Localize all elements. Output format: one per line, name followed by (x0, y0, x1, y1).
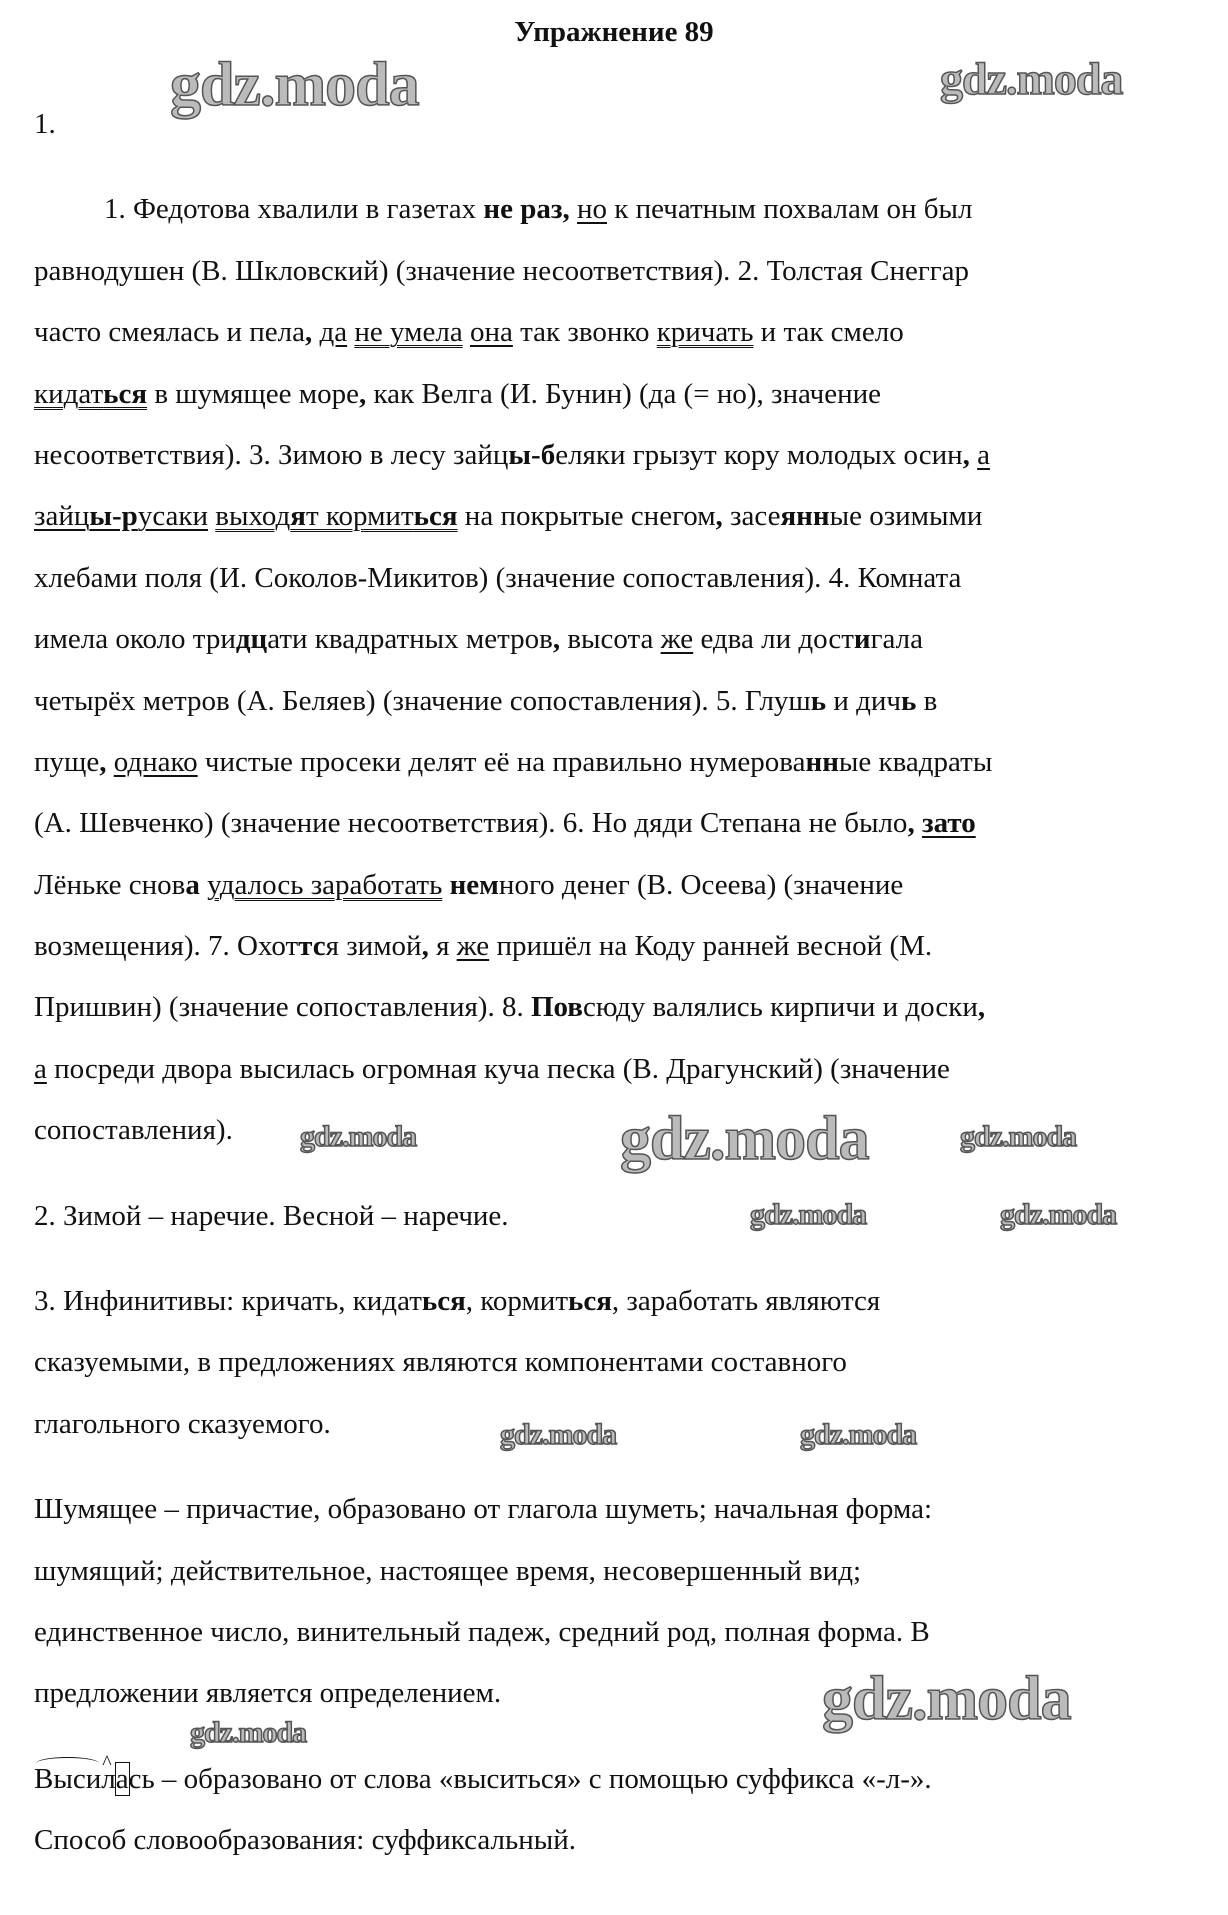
text-segment: , (962, 438, 970, 471)
text-segment: (А. Шевченко) (значение несоответствия). 6. Но дяди Степана не было (34, 807, 908, 840)
text-segment: Способ словообразования: суффиксальный. (34, 1824, 576, 1857)
text-segment: часто смеялась и пела (34, 316, 305, 349)
text-segment: Шумящее – причастие, образовано от глагола шуметь; начальная форма: (34, 1493, 933, 1526)
text-segment: а (185, 868, 200, 901)
text-segment: едва ли дост (693, 623, 854, 656)
text-segment: и дич (826, 684, 901, 717)
text-segment: , заработать являются (611, 1285, 881, 1318)
text-segment: равнодушен (В. Шкловский) (значение несоответствия). 2. Толстая Снеггар (34, 254, 970, 287)
text-segment: нн (805, 745, 839, 778)
text-line (34, 435, 1214, 496)
text-segment: кидат (34, 377, 104, 410)
text-segment: пуще (34, 745, 100, 778)
text-segment: к печатным похвалам он был (607, 193, 973, 226)
text-segment: 2. Зимой – наречие. Весной – наречие. (34, 1199, 509, 1232)
text-line (34, 1673, 1214, 1734)
text-segment: ые квадраты (838, 745, 993, 778)
text-line (34, 1820, 1214, 1881)
watermark-logo: gdz.moda (620, 1105, 869, 1173)
text-line (34, 374, 1214, 435)
text-segment (312, 316, 319, 348)
watermark-logo: gdz.moda (940, 53, 1123, 104)
text-segment: же (456, 930, 490, 963)
text-segment: 1. Федотова хвалили в газетах (104, 193, 484, 226)
watermark-logo: gdz.moda (800, 1418, 917, 1451)
text-line (34, 803, 1214, 864)
text-segment: Лёньке снов (34, 868, 186, 901)
watermark-logo: gdz.moda (190, 1716, 307, 1749)
text-segment: ься (103, 377, 148, 410)
text-segment: засе (722, 500, 781, 533)
text-segment: зайц (34, 500, 90, 533)
text-segment: Пов (530, 991, 583, 1024)
text-line (34, 987, 1214, 1048)
text-segment: ые озимыми (829, 500, 983, 533)
text-line (34, 189, 1214, 250)
text-segment: ь (810, 684, 827, 717)
text-segment: ы-б (508, 438, 556, 471)
answer-block (34, 1489, 1214, 1735)
text-segment: ы-р (89, 500, 138, 533)
text-segment: не раз, (483, 193, 570, 226)
text-segment: пришёл на Коду ранней весной (М. (489, 930, 933, 963)
text-segment: кричать (656, 316, 754, 349)
text-segment: шумящий; действительное, настоящее время, несовершенный вид; (34, 1554, 862, 1587)
text-line (34, 1196, 1214, 1257)
text-segment: зато (921, 807, 976, 840)
watermark-logo: gdz.moda (170, 51, 419, 119)
text-segment: я зимой (325, 930, 422, 963)
watermark-logo: gdz.moda (960, 1120, 1077, 1153)
answer-block (34, 1196, 1214, 1257)
text-segment: ного денег (В. Осеева) (значение (498, 868, 904, 901)
text-segment: не умела (354, 316, 463, 349)
text-segment (570, 193, 577, 225)
text-line (34, 1105, 1214, 1173)
text-segment: ^ л (101, 1763, 115, 1795)
text-segment: чистые просеки делят её на правильно нумерова (197, 745, 806, 778)
text-line (34, 1404, 1214, 1465)
text-segment: но (576, 193, 608, 226)
text-segment: , (552, 623, 561, 656)
text-line (34, 104, 1214, 165)
text-segment: Выси (34, 1762, 102, 1795)
text-segment: ься (568, 1285, 612, 1318)
text-segment: , (977, 991, 986, 1024)
text-segment: , (99, 745, 107, 778)
answer-block (34, 1281, 1214, 1465)
text-segment: , (715, 500, 723, 533)
watermark-logo: gdz.moda (300, 1120, 417, 1153)
text-segment (463, 316, 470, 348)
text-segment: имела около три (34, 623, 236, 656)
text-segment: а (115, 1762, 129, 1795)
text-segment: несоответствия). 3. Зимою в лесу зайц (34, 438, 509, 471)
text-line (34, 1612, 1214, 1673)
text-segment: еляки грызут кору молодых осин (555, 438, 963, 471)
text-segment: да (319, 316, 348, 349)
exercise-title: Упражнение 89 (514, 16, 714, 48)
text-line (34, 1281, 1214, 1342)
text-line (34, 865, 1214, 926)
text-line (34, 558, 1214, 619)
text-segment: , (305, 316, 313, 349)
text-segment: , (358, 377, 367, 410)
text-segment: на покрытые снегом (457, 500, 716, 533)
text-line (34, 1342, 1214, 1403)
text-line (34, 496, 1214, 557)
text-segment: высота (560, 623, 661, 656)
watermark-logo: gdz.moda (1000, 1198, 1117, 1231)
text-line (34, 1049, 1214, 1110)
text-line (34, 1551, 1214, 1612)
text-segment: усаки (137, 500, 209, 533)
text-segment: четырёх метров (А. Беляев) (значение сопоставления). 5. Глуш (34, 684, 811, 717)
text-segment: посреди двора высилась огромная куча песка (В. Драгунский) (значение (46, 1052, 950, 1085)
text-segment: в (916, 684, 938, 717)
text-segment: янн (780, 500, 830, 533)
text-segment: а (977, 438, 990, 471)
text-segment: а (34, 1052, 47, 1085)
text-segment (106, 746, 113, 778)
text-segment: же (660, 623, 694, 656)
text-segment: глагольного сказуемого. (34, 1407, 331, 1440)
text-segment: Пришвин) (значение сопоставления). 8. (34, 991, 531, 1024)
text-segment: хлебами поля (И. Соколов-Микитов) (значение сопоставления). 4. Комната (34, 561, 962, 594)
text-line (34, 312, 1214, 373)
text-segment: и (853, 623, 871, 656)
text-segment: 1. (34, 108, 56, 140)
text-segment: 3. Инфинитивы: кричать, кидат (34, 1285, 422, 1318)
answer-content (34, 104, 1214, 1882)
text-segment: она (469, 316, 513, 349)
text-segment: сюду валялись кирпичи и доски (582, 991, 978, 1024)
text-segment: сь – образовано от слова «выситься» с помощью суффикса «-л-». (128, 1762, 932, 1795)
text-segment: и так смело (753, 316, 904, 349)
text-segment: предложении является определением. (34, 1677, 502, 1710)
text-segment: единственное число, винительный падеж, средний род, полная форма. В (34, 1615, 930, 1648)
text-line (34, 681, 1214, 742)
text-segment: ати квадратных метров (267, 623, 553, 656)
text-segment: ься (413, 500, 458, 533)
text-segment: возмещения). 7. Охот (34, 930, 299, 963)
text-line (34, 619, 1214, 680)
watermark-logo: gdz.moda (500, 1418, 617, 1451)
text-line (34, 742, 1214, 803)
text-line (34, 251, 1214, 312)
text-segment: в шумящее море (147, 377, 359, 410)
watermark-logo: gdz.moda (822, 1665, 1071, 1733)
text-segment (442, 869, 449, 901)
text-segment: выход (215, 500, 291, 533)
text-segment: ься (421, 1285, 466, 1318)
text-segment: гала (870, 623, 923, 656)
text-segment: так звонко (512, 316, 657, 349)
watermark-logo: gdz.moda (750, 1198, 867, 1231)
text-segment: , (907, 807, 915, 840)
text-segment (915, 807, 922, 839)
answer-block (34, 104, 1214, 165)
text-segment: удалось заработать (207, 868, 443, 901)
text-segment: , кормит (465, 1285, 569, 1318)
answer-block (34, 189, 1214, 1171)
text-segment: сказуемыми, в предложениях являются компонентами составного (34, 1346, 847, 1379)
text-segment: нем (449, 868, 499, 901)
text-segment: сопоставления). (34, 1114, 233, 1147)
text-line (34, 926, 1214, 987)
answer-block (34, 1759, 1214, 1882)
text-segment: ь (901, 684, 917, 717)
text-segment: однако (113, 745, 198, 778)
text-line (34, 1759, 1214, 1820)
text-segment: дц (235, 623, 268, 656)
text-segment: я (290, 500, 306, 533)
text-line (34, 1489, 1214, 1550)
text-segment: я (428, 930, 457, 963)
text-segment: т кормит (305, 500, 414, 533)
text-segment: как Велга (И. Бунин) (да (= но), значение (366, 377, 882, 410)
text-segment: тс (298, 930, 326, 963)
text-segment: , (421, 930, 429, 963)
